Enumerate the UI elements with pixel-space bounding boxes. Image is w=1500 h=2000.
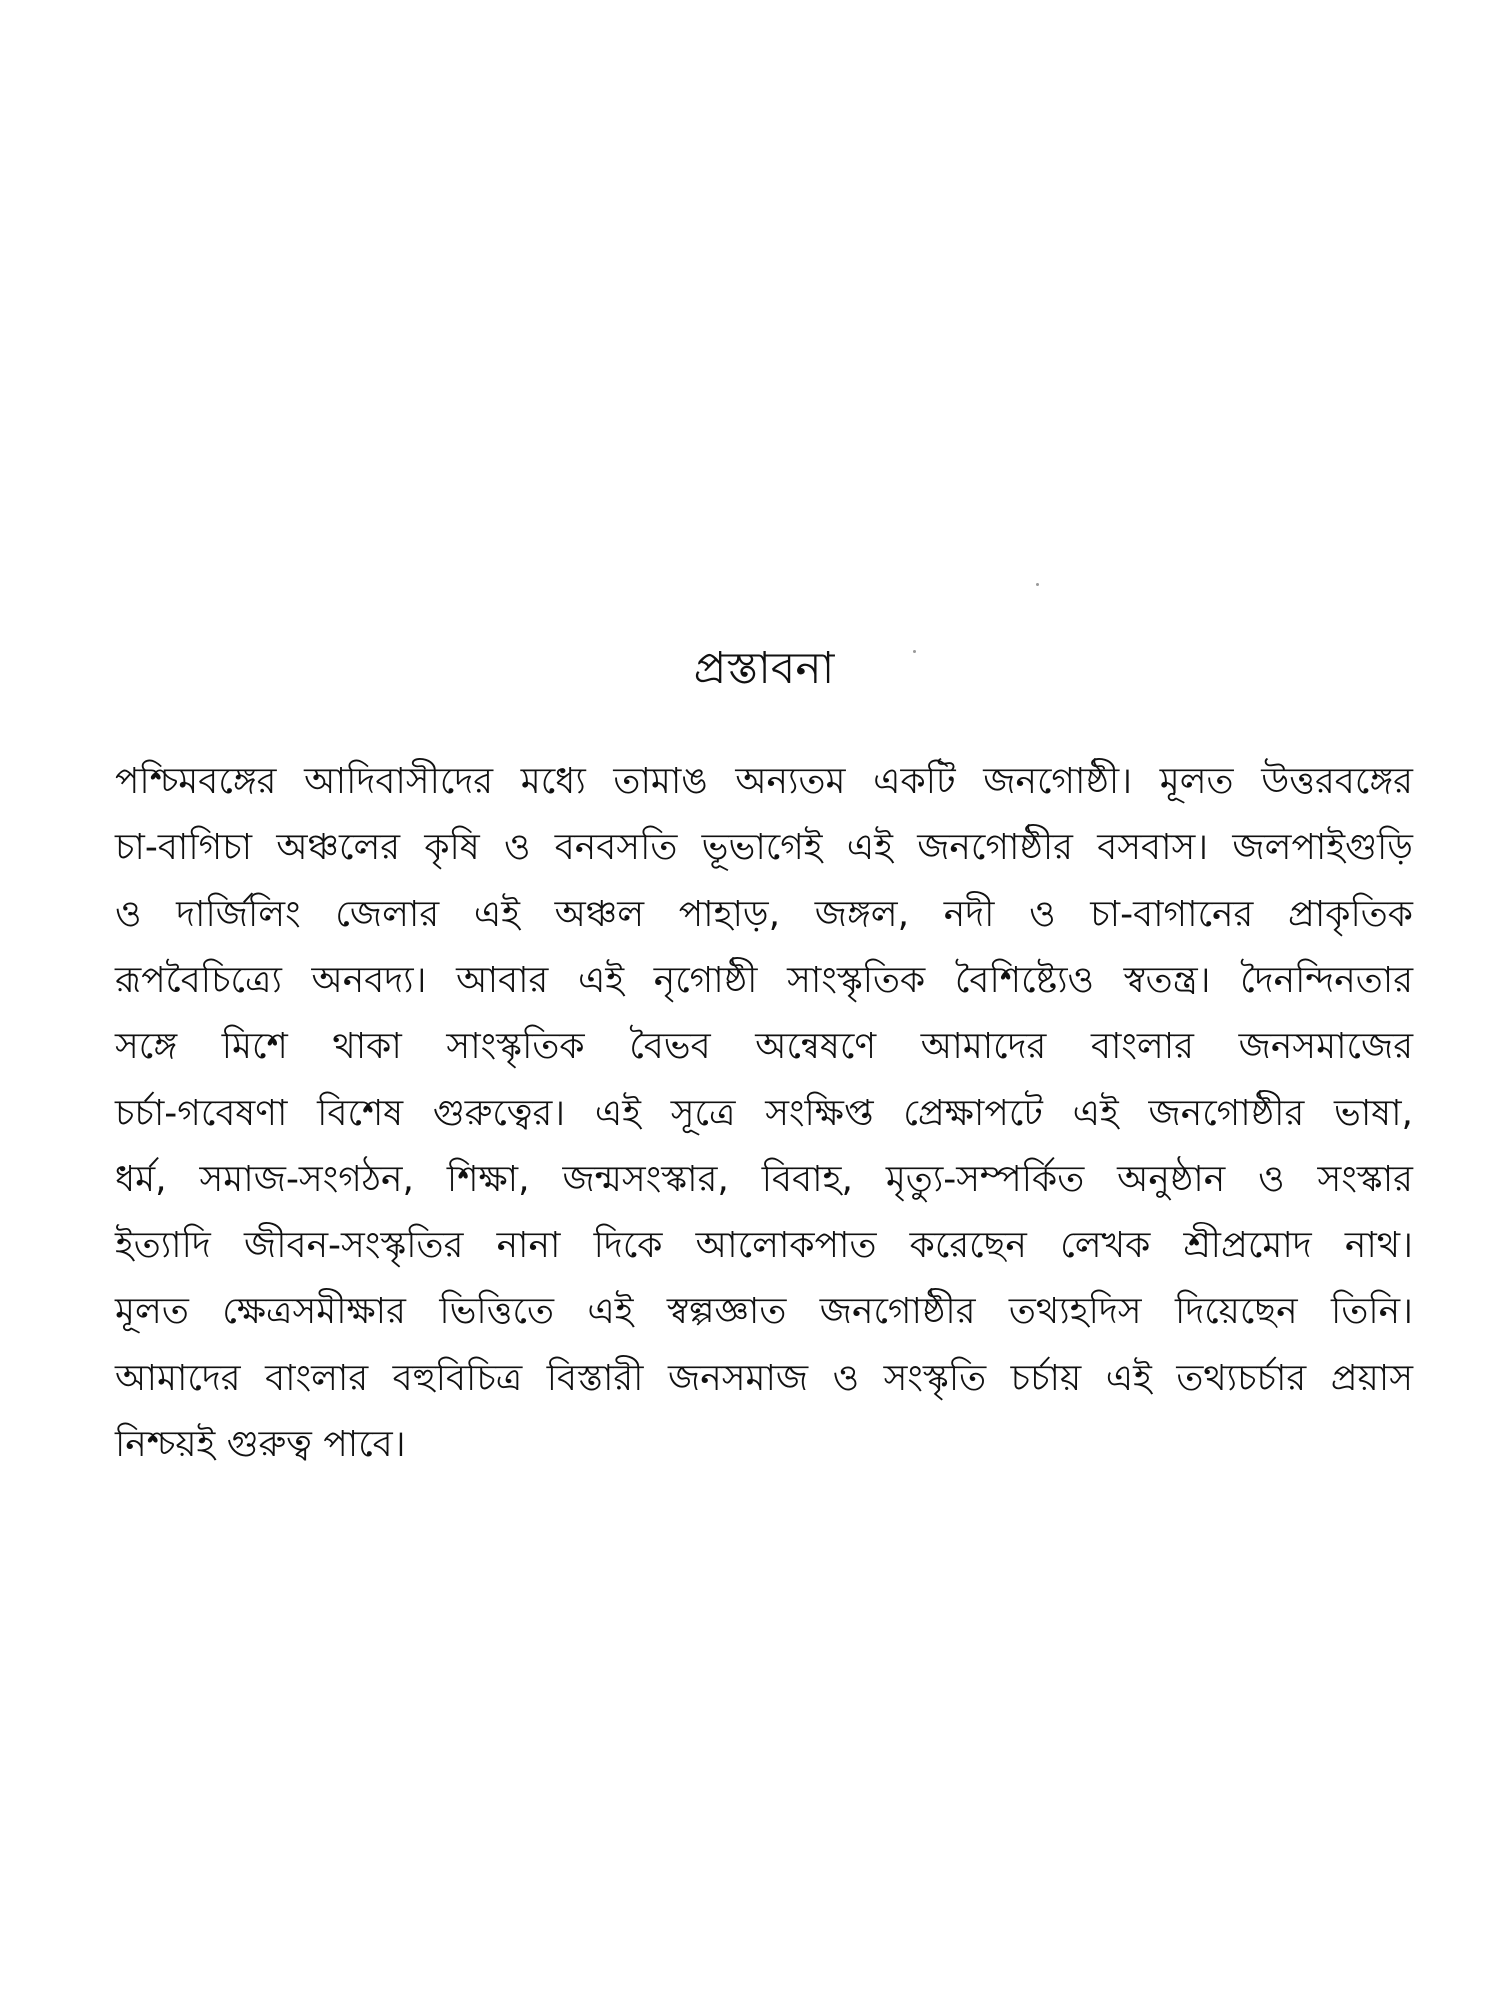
paragraph-line: ইত্যাদি জীবন-সংস্কৃতির নানা দিকে আলোকপাত করেছেন লেখক শ্রীপ্রমোদ নাথ। (115, 1225, 1413, 1266)
paragraph-line: মূলত ক্ষেত্রসমীক্ষার ভিত্তিতে এই স্বল্পজ্ঞাত জনগোষ্ঠীর তথ্যহদিস দিয়েছেন তিনি। (115, 1291, 1413, 1332)
paragraph-line: ধর্ম, সমাজ-সংগঠন, শিক্ষা, জন্মসংস্কার, বিবাহ, মৃত্যু-সম্পর্কিত অনুষ্ঠান ও সংস্কার (115, 1159, 1413, 1200)
paragraph-line: সঙ্গে মিশে থাকা সাংস্কৃতিক বৈভব অন্বেষণে আমাদের বাংলার জনসমাজের (115, 1026, 1413, 1067)
paragraph-line: চা-বাগিচা অঞ্চলের কৃষি ও বনবসতি ভূভাগেই এই জনগোষ্ঠীর বসবাস। জলপাইগুড়ি (115, 827, 1413, 868)
page-title: প্রস্তাবনা (693, 643, 835, 694)
preface-paragraph (115, 0, 1413, 2000)
paragraph-line: আমাদের বাংলার বহুবিচিত্র বিস্তারী জনসমাজ ও সংস্কৃতি চর্চায় এই তথ্যচর্চার প্রয়াস (115, 1358, 1413, 1399)
paragraph-line-last: নিশ্চয়ই গুরুত্ব পাবে। (115, 1424, 406, 1465)
paragraph-line: পশ্চিমবঙ্গের আদিবাসীদের মধ্যে তামাঙ অন্যতম একটি জনগোষ্ঠী। মূলত উত্তরবঙ্গের (115, 761, 1413, 802)
paragraph-line: চর্চা-গবেষণা বিশেষ গুরুত্বের। এই সূত্রে সংক্ষিপ্ত প্রেক্ষাপটে এই জনগোষ্ঠীর ভাষা, (115, 1093, 1413, 1134)
paragraph-line: ও দার্জিলিং জেলার এই অঞ্চল পাহাড়, জঙ্গল, নদী ও চা-বাগানের প্রাকৃতিক (115, 894, 1413, 935)
paragraph-line: রূপবৈচিত্র্যে অনবদ্য। আবার এই নৃগোষ্ঠী সাংস্কৃতিক বৈশিষ্ট্যেও স্বতন্ত্র। দৈনন্দিনতার (115, 960, 1413, 1001)
